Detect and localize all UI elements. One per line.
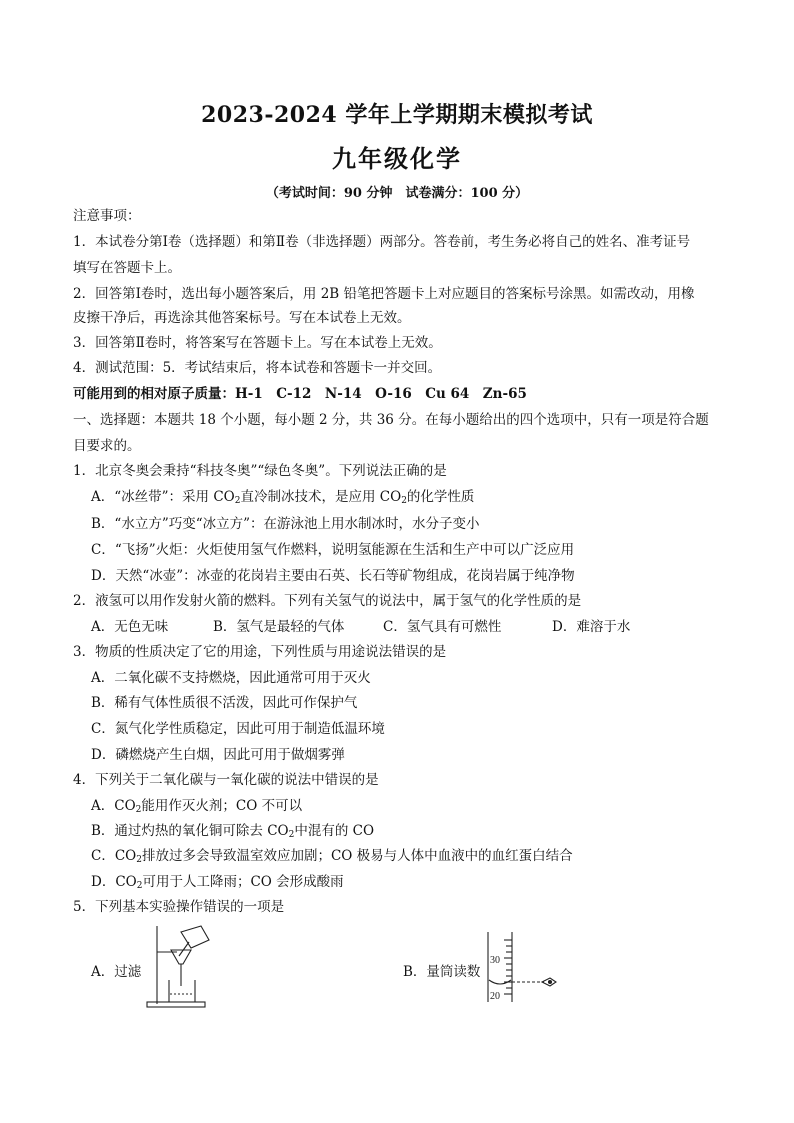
- exam-title: 2023-2024 学年上学期期末模拟考试: [201, 102, 593, 128]
- q2-stem: 2．液氢可以用作发射火箭的燃料。下列有关氢气的说法中，属于氢气的化学性质的是: [73, 593, 582, 609]
- note-1a: 1．本试卷分第Ⅰ卷（选择题）和第Ⅱ卷（非选择题）两部分。答卷前，考生务必将自己的姓名、准考证号: [73, 234, 691, 250]
- q3-option-b: B．稀有气体性质很不活泼，因此可作保护气: [91, 695, 358, 711]
- subscript: 2: [234, 496, 241, 506]
- q4-stem: 4．下列关于二氧化碳与一氧化碳的说法中错误的是: [73, 772, 379, 788]
- q4-option-a: [91, 797, 302, 815]
- q2-option-b: B．氢气是最轻的气体: [213, 619, 345, 635]
- q4-c-text-1: C．CO: [91, 848, 137, 864]
- q5-option-b-label: B．量筒读数: [403, 964, 481, 980]
- q4-option-b: [91, 822, 374, 840]
- q1-option-a: [91, 488, 474, 506]
- q4-b-text-2: 中混有的 CO: [294, 823, 375, 839]
- q1-option-d: D．天然“冰壶”：冰壶的花岗岩主要由石英、长石等矿物组成，花岗岩属于纯净物: [91, 568, 575, 584]
- q2-option-d: D．难溶于水: [552, 619, 631, 635]
- exam-info: （考试时间：90 分钟 试卷满分：100 分）: [265, 186, 529, 201]
- q4-option-d: [91, 873, 344, 891]
- q1-a-text-1: A．“冰丝带”：采用 CO: [91, 489, 235, 505]
- note-2a: 2．回答第Ⅰ卷时，选出每小题答案后，用 2B 铅笔把答题卡上对应题目的答案标号涂黑。如需改动，用橡: [73, 286, 695, 302]
- q4-c-text-2: 排放过多会导致温室效应加剧；CO 极易与人体中血液中的血红蛋白结合: [141, 848, 573, 864]
- q5-stem: 5．下列基本实验操作错误的一项是: [73, 899, 285, 915]
- exam-subject: 九年级化学: [332, 144, 462, 173]
- subscript: 2: [401, 496, 407, 506]
- q1-stem: 1．北京冬奥会秉持“科技冬奥”“绿色冬奥”。下列说法正确的是: [73, 463, 447, 479]
- q4-d-text-2: 可用于人工降雨；CO 会形成酸雨: [142, 874, 344, 890]
- subscript: 2: [136, 881, 143, 891]
- q1-option-b: B．“水立方”巧变“冰立方”：在游泳池上用水制冰时，水分子变小: [91, 516, 480, 532]
- subscript: 2: [136, 855, 142, 865]
- section1-line2: 目要求的。: [73, 438, 141, 454]
- scale-label-20: 20: [490, 991, 500, 1002]
- q3-option-a: A．二氧化碳不支持燃烧，因此通常可用于灭火: [91, 670, 371, 686]
- scale-label-30: 30: [490, 955, 500, 966]
- filtration-apparatus-figure: [143, 922, 223, 1012]
- note-1b: 填写在答题卡上。: [73, 260, 181, 276]
- q3-option-c: C．氮气化学性质稳定，因此可用于制造低温环境: [91, 721, 385, 737]
- receiving-beaker: [169, 980, 195, 1002]
- note-2b: 皮擦干净后，再选涂其他答案标号。写在本试卷上无效。: [73, 310, 411, 326]
- pouring-beaker: [181, 926, 209, 948]
- q4-b-text-1: B．通过灼热的氧化铜可除去 CO: [91, 823, 289, 839]
- q3-stem: 3．物质的性质决定了它的用途，下列性质与用途说法错误的是: [73, 644, 447, 660]
- notes-heading: 注意事项：: [73, 208, 141, 224]
- note-4: 4．测试范围：5．考试结束后，将本试卷和答题卡一并交回。: [73, 360, 442, 376]
- atomic-masses: 可能用到的相对原子质量：H-1 C-12 N-14 O-16 Cu 64 Zn-65: [73, 386, 527, 402]
- glass-rod: [179, 942, 189, 956]
- q2-option-c: C．氢气具有可燃性: [383, 619, 502, 635]
- subscript: 2: [135, 805, 142, 815]
- meniscus: [489, 980, 511, 984]
- q1-a-text-3: 的化学性质: [406, 489, 475, 505]
- q1-a-text-2: 直冷制冰技术，是应用 CO: [240, 489, 402, 505]
- q3-option-d: D．磷燃烧产生白烟，因此可用于做烟雾弹: [91, 747, 345, 763]
- q5-option-a-label: A．过滤: [91, 964, 142, 980]
- q1-option-c: C．“飞扬”火炬：火炬使用氢气作燃料，说明氢能源在生活和生产中可以广泛应用: [91, 542, 575, 558]
- q2-option-a: A．无色无味: [91, 619, 169, 635]
- q4-d-text-1: D．CO: [91, 874, 137, 890]
- stand-base: [147, 1002, 205, 1007]
- subscript: 2: [288, 830, 295, 840]
- graduated-cylinder-figure: [480, 930, 560, 1005]
- q4-a-text-2: 能用作灭火剂；CO 不可以: [141, 798, 303, 814]
- q4-a-text-1: A．CO: [91, 798, 136, 814]
- q4-option-c: [91, 847, 573, 865]
- note-3: 3．回答第Ⅱ卷时，将答案写在答题卡上。写在本试卷上无效。: [73, 335, 442, 351]
- section1-line1: 一、选择题：本题共 18 个小题，每小题 2 分，共 36 分。在每小题给出的四个选项中，只有一项是符合题: [73, 412, 709, 428]
